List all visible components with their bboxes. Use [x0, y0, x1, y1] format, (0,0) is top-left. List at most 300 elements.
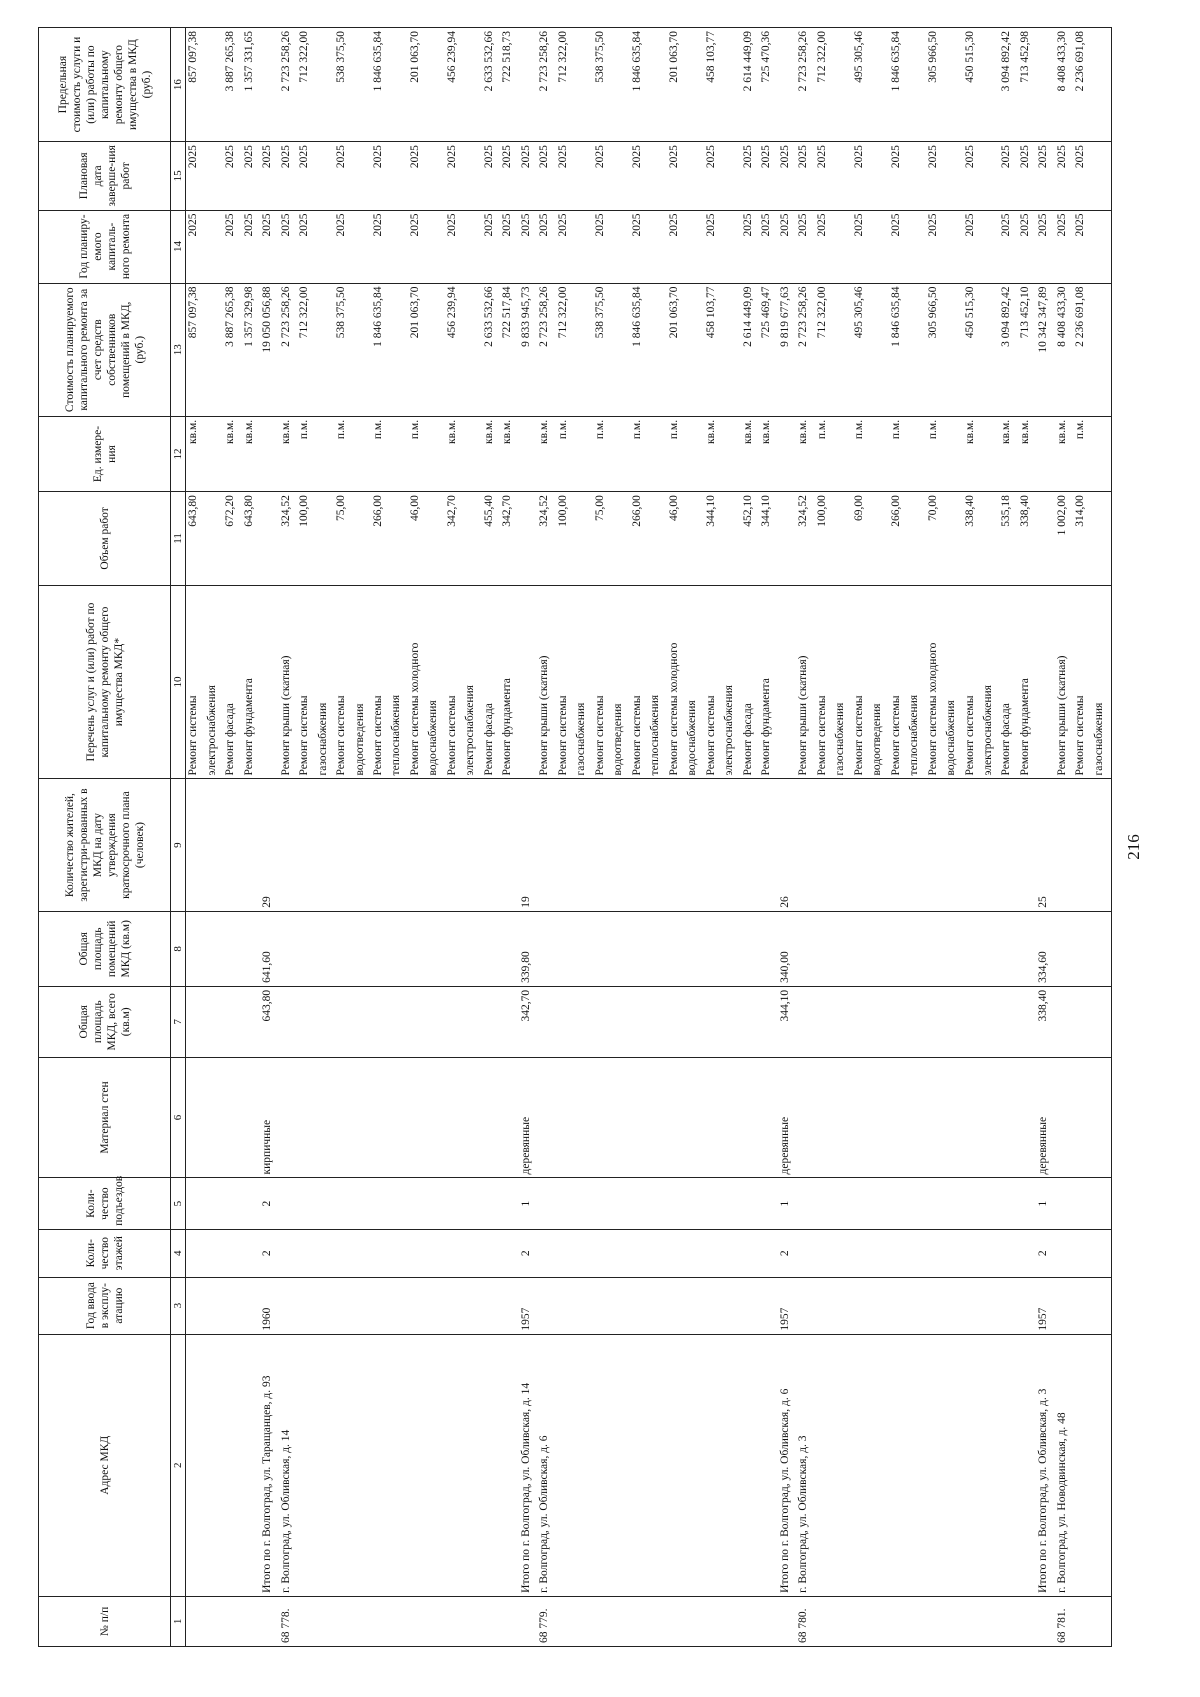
cell-c13: 10 342 347,89 — [1036, 283, 1054, 416]
cell-c10: Ремонт системы — [186, 585, 205, 779]
filler-cell — [1110, 986, 1111, 1057]
cell-c1 — [926, 1596, 944, 1646]
cell-c12: п.м. — [926, 416, 944, 491]
cell-c11: 455,40 — [482, 492, 500, 585]
table-row — [981, 28, 999, 1647]
cell-c1 — [611, 1596, 629, 1646]
cell-c10: Ремонт фасада — [999, 585, 1017, 779]
cell-c15: 2025 — [445, 142, 463, 210]
cell-c6 — [445, 1057, 463, 1178]
cell-c5 — [556, 1178, 574, 1229]
cell-c12: кв.м. — [1055, 416, 1073, 491]
cell-c14 — [574, 210, 592, 283]
cell-c9 — [389, 779, 407, 911]
cell-c7 — [426, 986, 444, 1057]
cell-c15: 2025 — [297, 142, 315, 210]
cell-c6 — [704, 1057, 722, 1178]
cell-c10 — [1036, 585, 1054, 779]
header-cell: Год ввода в эксплу-атацию — [39, 1277, 171, 1334]
cell-c5: 1 — [1036, 1178, 1054, 1229]
cell-c12: кв.м. — [242, 416, 260, 491]
cell-c6 — [353, 1057, 371, 1178]
cell-c2 — [852, 1334, 870, 1596]
cell-c14: 2025 — [242, 210, 260, 283]
cell-c8 — [981, 911, 999, 986]
cell-c12 — [426, 416, 444, 491]
column-number: 10 — [171, 585, 186, 779]
cell-c4 — [537, 1229, 555, 1277]
cell-c12: п.м. — [889, 416, 907, 491]
cell-c7 — [445, 986, 463, 1057]
cell-c8 — [426, 911, 444, 986]
cell-c14 — [685, 210, 703, 283]
cell-c12 — [353, 416, 371, 491]
cell-c9 — [556, 779, 574, 911]
cell-c12 — [389, 416, 407, 491]
cell-c11 — [260, 492, 278, 585]
cell-c5 — [371, 1178, 389, 1229]
column-number: 3 — [171, 1277, 186, 1334]
table-row — [907, 28, 925, 1647]
cell-c14: 2025 — [279, 210, 297, 283]
cell-c10: Ремонт системы — [334, 585, 352, 779]
cell-c12: кв.м. — [223, 416, 241, 491]
cell-c9 — [297, 779, 315, 911]
table-row — [593, 28, 611, 1647]
cell-c1 — [260, 1596, 278, 1646]
cell-c10: водоотведения — [870, 585, 888, 779]
cell-c10: электроснабжения — [722, 585, 740, 779]
cell-c11: 100,00 — [556, 492, 574, 585]
cell-c1 — [704, 1596, 722, 1646]
cell-c11: 324,52 — [796, 492, 814, 585]
cell-c1 — [316, 1596, 334, 1646]
cell-c9 — [500, 779, 518, 911]
cell-c7 — [186, 986, 205, 1057]
cell-c4 — [889, 1229, 907, 1277]
cell-c7 — [759, 986, 777, 1057]
cell-c6 — [1055, 1057, 1073, 1178]
cell-c5 — [500, 1178, 518, 1229]
cell-c1 — [815, 1596, 833, 1646]
cell-c3 — [389, 1277, 407, 1334]
cell-c4 — [445, 1229, 463, 1277]
cell-c1 — [1036, 1596, 1054, 1646]
cell-c3 — [870, 1277, 888, 1334]
cell-c3 — [353, 1277, 371, 1334]
cell-c6 — [223, 1057, 241, 1178]
cell-c16: 201 063,70 — [667, 28, 685, 142]
cell-c9 — [223, 779, 241, 911]
cell-c13: 2 633 532,66 — [482, 283, 500, 416]
cell-c7 — [611, 986, 629, 1057]
cell-c9 — [482, 779, 500, 911]
cell-c1 — [852, 1596, 870, 1646]
cell-c10: Ремонт фасада — [223, 585, 241, 779]
cell-c15: 2025 — [334, 142, 352, 210]
cell-c9 — [796, 779, 814, 911]
cell-c6 — [242, 1057, 260, 1178]
cell-c11: 342,70 — [445, 492, 463, 585]
cell-c15: 2025 — [371, 142, 389, 210]
cell-c3 — [889, 1277, 907, 1334]
cell-c13: 712 322,00 — [815, 283, 833, 416]
cell-c3: 1957 — [1036, 1277, 1054, 1334]
cell-c12 — [1036, 416, 1054, 491]
cell-c11 — [1036, 492, 1054, 585]
cell-c9 — [463, 779, 481, 911]
cell-c16: 857 097,38 — [186, 28, 205, 142]
cell-c14 — [944, 210, 962, 283]
cell-c10: Ремонт системы холодного — [667, 585, 685, 779]
cell-c2 — [297, 1334, 315, 1596]
cell-c11: 338,40 — [963, 492, 981, 585]
cell-c10: Ремонт фасада — [741, 585, 759, 779]
table-row — [500, 28, 518, 1647]
cell-c8 — [205, 911, 223, 986]
cell-c2 — [667, 1334, 685, 1596]
cell-c2 — [408, 1334, 426, 1596]
cell-c7 — [963, 986, 981, 1057]
cell-c2 — [205, 1334, 223, 1596]
table-row — [926, 28, 944, 1647]
cell-c13: 2 614 449,09 — [741, 283, 759, 416]
cell-c10: Ремонт системы — [1073, 585, 1091, 779]
cell-c5 — [815, 1178, 833, 1229]
cell-c7 — [722, 986, 740, 1057]
header-cell: Предельная стоимость услуги и (или) работы по капитальному ремонту общего имущества в МКД (руб.) — [39, 28, 171, 142]
cell-c8 — [279, 911, 297, 986]
cell-c13: 2 723 258,26 — [279, 283, 297, 416]
cell-c4 — [408, 1229, 426, 1277]
cell-c15 — [981, 142, 999, 210]
table-row — [463, 28, 481, 1647]
column-number-row — [171, 28, 186, 1647]
cell-c13 — [316, 283, 334, 416]
cell-c1 — [833, 1596, 851, 1646]
cell-c4 — [741, 1229, 759, 1277]
cell-c2 — [1092, 1334, 1110, 1596]
cell-c15 — [316, 142, 334, 210]
cell-c14: 2025 — [741, 210, 759, 283]
cell-c16: 712 322,00 — [297, 28, 315, 142]
cell-c7: 344,10 — [778, 986, 796, 1057]
cell-c9 — [963, 779, 981, 911]
cell-c11 — [981, 492, 999, 585]
cell-c15: 2025 — [593, 142, 611, 210]
cell-c11: 266,00 — [889, 492, 907, 585]
cell-c6 — [852, 1057, 870, 1178]
cell-c8 — [316, 911, 334, 986]
column-number: 4 — [171, 1229, 186, 1277]
cell-c2: Итого по г. Волгоград, ул. Обливская, д. 3 — [1036, 1334, 1054, 1596]
cell-c4 — [796, 1229, 814, 1277]
cell-c10: Ремонт системы — [445, 585, 463, 779]
cell-c7 — [685, 986, 703, 1057]
cell-c3 — [741, 1277, 759, 1334]
cell-c12 — [316, 416, 334, 491]
cell-c8 — [593, 911, 611, 986]
cell-c1 — [722, 1596, 740, 1646]
cell-c11 — [685, 492, 703, 585]
cell-c13 — [648, 283, 666, 416]
cell-c10: Ремонт системы — [704, 585, 722, 779]
cell-c4 — [704, 1229, 722, 1277]
cell-c5: 2 — [260, 1178, 278, 1229]
cell-c12: кв.м. — [500, 416, 518, 491]
cell-c5 — [759, 1178, 777, 1229]
cell-c14: 2025 — [1018, 210, 1036, 283]
column-number: 7 — [171, 986, 186, 1057]
cell-c14: 2025 — [999, 210, 1017, 283]
cell-c6 — [722, 1057, 740, 1178]
cell-c5 — [426, 1178, 444, 1229]
cell-c4 — [223, 1229, 241, 1277]
cell-c2: г. Волгоград, ул. Обливская, д. 3 — [796, 1334, 814, 1596]
cell-c1 — [870, 1596, 888, 1646]
filler-cell — [1110, 210, 1111, 283]
cell-c3 — [500, 1277, 518, 1334]
cell-c14 — [1092, 210, 1110, 283]
cell-c8: 641,60 — [260, 911, 278, 986]
cell-c8 — [463, 911, 481, 986]
cell-c1 — [778, 1596, 796, 1646]
cell-c8 — [796, 911, 814, 986]
cell-c12: п.м. — [852, 416, 870, 491]
cell-c6 — [648, 1057, 666, 1178]
cell-c3 — [242, 1277, 260, 1334]
table-row — [1073, 28, 1091, 1647]
cell-c8: 339,80 — [519, 911, 537, 986]
cell-c4 — [870, 1229, 888, 1277]
cell-c14 — [648, 210, 666, 283]
cell-c11 — [907, 492, 925, 585]
cell-c7 — [334, 986, 352, 1057]
header-cell: Общая площадь помещений МКД (кв.м) — [39, 911, 171, 986]
cell-c14 — [981, 210, 999, 283]
cell-c5 — [242, 1178, 260, 1229]
cell-c5 — [1092, 1178, 1110, 1229]
cell-c11 — [316, 492, 334, 585]
cell-c10: Ремонт системы — [556, 585, 574, 779]
cell-c14 — [426, 210, 444, 283]
cell-c16 — [205, 28, 223, 142]
cell-c16: 3 094 892,42 — [999, 28, 1017, 142]
cell-c1 — [648, 1596, 666, 1646]
column-number: 11 — [171, 492, 186, 585]
cell-c15: 2025 — [1055, 142, 1073, 210]
cell-c4 — [648, 1229, 666, 1277]
cell-c1 — [519, 1596, 537, 1646]
cell-c14 — [907, 210, 925, 283]
cell-c7 — [833, 986, 851, 1057]
cell-c2 — [500, 1334, 518, 1596]
header-cell: Стоимость планируемого капитального ремонта за счет средств собственников помещений в МКД, (руб.) — [39, 283, 171, 416]
cell-c1 — [741, 1596, 759, 1646]
cell-c6 — [408, 1057, 426, 1178]
cell-c13: 538 375,50 — [593, 283, 611, 416]
cell-c16: 1 846 635,84 — [630, 28, 648, 142]
cell-c2: Итого по г. Волгоград, ул. Обливская, д. 6 — [778, 1334, 796, 1596]
cell-c13: 495 305,46 — [852, 283, 870, 416]
cell-c7 — [408, 986, 426, 1057]
cell-c15 — [944, 142, 962, 210]
cell-c7: 342,70 — [519, 986, 537, 1057]
cell-c6 — [759, 1057, 777, 1178]
cell-c8 — [297, 911, 315, 986]
cell-c2: Итого по г. Волгоград, ул. Обливская, д. 14 — [519, 1334, 537, 1596]
cell-c6 — [667, 1057, 685, 1178]
cell-c10: электроснабжения — [205, 585, 223, 779]
cell-c14: 2025 — [1036, 210, 1054, 283]
cell-c13: 713 452,10 — [1018, 283, 1036, 416]
column-number: 15 — [171, 142, 186, 210]
cell-c10: теплоснабжения — [907, 585, 925, 779]
cell-c2 — [685, 1334, 703, 1596]
cell-c11: 643,80 — [186, 492, 205, 585]
cell-c6 — [279, 1057, 297, 1178]
cell-c10: водоснабжения — [426, 585, 444, 779]
cell-c1 — [426, 1596, 444, 1646]
cell-c2 — [611, 1334, 629, 1596]
cell-c15: 2025 — [630, 142, 648, 210]
cell-c1: 68 780. — [796, 1596, 814, 1646]
table-row — [648, 28, 666, 1647]
cell-c1 — [963, 1596, 981, 1646]
cell-c1: 68 779. — [537, 1596, 555, 1646]
cell-c2 — [870, 1334, 888, 1596]
cell-c16: 2 723 258,26 — [279, 28, 297, 142]
cell-c10: Ремонт крыши (скатная) — [279, 585, 297, 779]
table-row — [279, 28, 297, 1647]
cell-c3 — [704, 1277, 722, 1334]
cell-c3 — [722, 1277, 740, 1334]
cell-c11 — [389, 492, 407, 585]
cell-c12: п.м. — [297, 416, 315, 491]
cell-c15: 2025 — [223, 142, 241, 210]
cell-c9: 25 — [1036, 779, 1054, 911]
cell-c7 — [353, 986, 371, 1057]
cell-c3 — [371, 1277, 389, 1334]
cell-c13 — [1092, 283, 1110, 416]
cell-c13: 1 357 329,98 — [242, 283, 260, 416]
cell-c9 — [981, 779, 999, 911]
cell-c8 — [537, 911, 555, 986]
cell-c7 — [944, 986, 962, 1057]
cell-c3 — [796, 1277, 814, 1334]
cell-c13 — [574, 283, 592, 416]
cell-c8 — [334, 911, 352, 986]
cell-c4 — [722, 1229, 740, 1277]
cell-c15: 2025 — [482, 142, 500, 210]
cell-c14: 2025 — [482, 210, 500, 283]
table-row — [223, 28, 241, 1647]
cell-c3 — [759, 1277, 777, 1334]
cell-c7 — [852, 986, 870, 1057]
cell-c8: 334,60 — [1036, 911, 1054, 986]
header-cell: Год планиру-емого капиталь-ного ремонта — [39, 210, 171, 283]
cell-c15 — [648, 142, 666, 210]
cell-c7 — [389, 986, 407, 1057]
table-row — [870, 28, 888, 1647]
cell-c16 — [833, 28, 851, 142]
cell-c5 — [1055, 1178, 1073, 1229]
cell-c10: Ремонт фасада — [482, 585, 500, 779]
cell-c9 — [907, 779, 925, 911]
cell-c2: г. Волгоград, ул. Новодвинская, д. 48 — [1055, 1334, 1073, 1596]
table-row — [260, 28, 278, 1647]
cell-c10: Ремонт крыши (скатная) — [796, 585, 814, 779]
cell-c13: 712 322,00 — [297, 283, 315, 416]
cell-c9 — [852, 779, 870, 911]
cell-c9 — [611, 779, 629, 911]
cell-c5 — [999, 1178, 1017, 1229]
table-row — [426, 28, 444, 1647]
cell-c6 — [889, 1057, 907, 1178]
cell-c6: деревянные — [1036, 1057, 1054, 1178]
cell-c13: 201 063,70 — [408, 283, 426, 416]
cell-c14: 2025 — [963, 210, 981, 283]
cell-c16: 2 723 258,26 — [537, 28, 555, 142]
cell-c9 — [426, 779, 444, 911]
column-number: 13 — [171, 283, 186, 416]
capital-repair-table — [38, 27, 1112, 1647]
cell-c16 — [685, 28, 703, 142]
cell-c9 — [574, 779, 592, 911]
cell-c11: 672,20 — [223, 492, 241, 585]
cell-c1 — [205, 1596, 223, 1646]
cell-c9 — [815, 779, 833, 911]
cell-c5 — [445, 1178, 463, 1229]
cell-c15: 2025 — [889, 142, 907, 210]
cell-c11 — [778, 492, 796, 585]
cell-c1 — [556, 1596, 574, 1646]
cell-c4 — [1092, 1229, 1110, 1277]
header-cell: Коли-чество этажей — [39, 1229, 171, 1277]
cell-c1: 68 778. — [279, 1596, 297, 1646]
cell-c4 — [353, 1229, 371, 1277]
cell-c10 — [519, 585, 537, 779]
cell-c9 — [537, 779, 555, 911]
cell-c13 — [611, 283, 629, 416]
cell-c6 — [593, 1057, 611, 1178]
cell-c6 — [630, 1057, 648, 1178]
cell-c2 — [353, 1334, 371, 1596]
cell-c11: 324,52 — [279, 492, 297, 585]
cell-c5 — [279, 1178, 297, 1229]
cell-c14: 2025 — [556, 210, 574, 283]
cell-c3: 1960 — [260, 1277, 278, 1334]
filler-cell — [1110, 1277, 1111, 1334]
cell-c14: 2025 — [223, 210, 241, 283]
cell-c7 — [500, 986, 518, 1057]
cell-c5 — [889, 1178, 907, 1229]
table-row — [815, 28, 833, 1647]
cell-c3 — [685, 1277, 703, 1334]
cell-c1 — [408, 1596, 426, 1646]
cell-c16: 725 470,36 — [759, 28, 777, 142]
cell-c16: 305 966,50 — [926, 28, 944, 142]
cell-c3 — [205, 1277, 223, 1334]
cell-c1 — [371, 1596, 389, 1646]
cell-c9 — [926, 779, 944, 911]
table-row — [611, 28, 629, 1647]
cell-c5 — [316, 1178, 334, 1229]
cell-c13: 456 239,94 — [445, 283, 463, 416]
filler-cell — [1110, 28, 1111, 142]
cell-c11: 314,00 — [1073, 492, 1091, 585]
cell-c15 — [907, 142, 925, 210]
